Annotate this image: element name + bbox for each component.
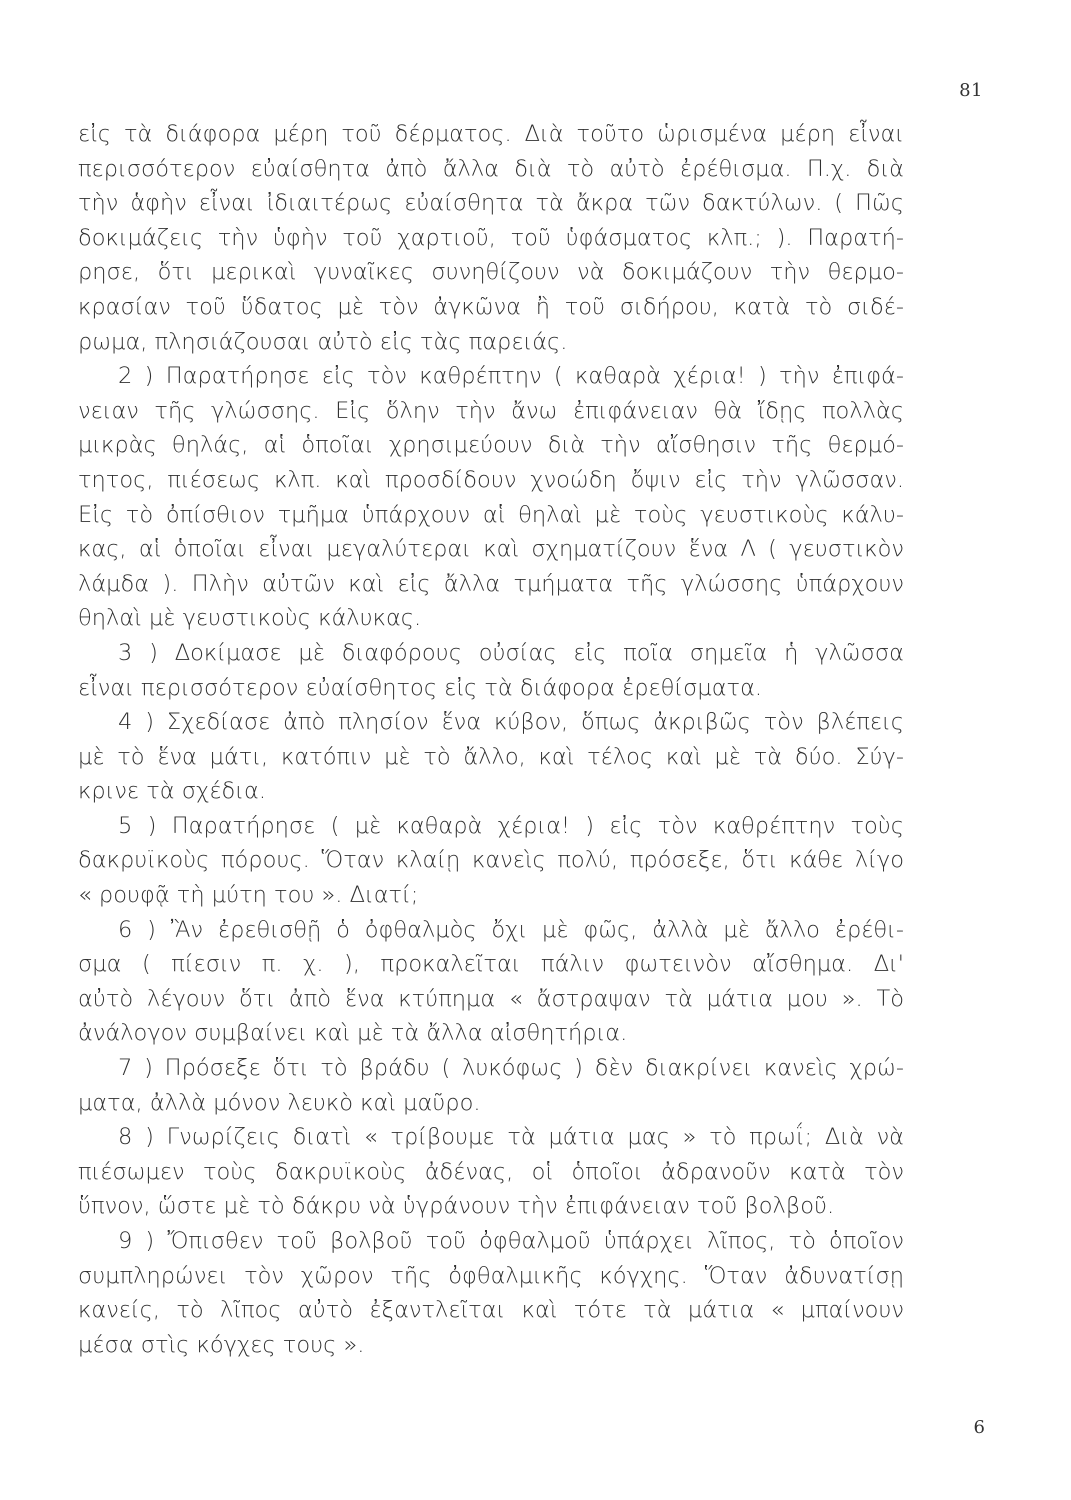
paragraph-line: 4 ) Σχεδίασε ἀπὸ πλησίον ἕνα κύβον, ὅπως ἀκριβῶς τὸν βλέπεις — [118, 709, 904, 736]
paragraph-line: 7 ) Πρόσεξε ὅτι τὸ βράδυ ( λυκόφως ) δὲν διακρίνει κανεὶς χρώ- — [118, 1055, 904, 1082]
paragraph-line: κανείς, τὸ λῖπος αὐτὸ ἐξαντλεῖται καὶ τότε τὰ μάτια « μπαίνουν — [78, 1297, 904, 1324]
paragraph-line: μέσα στὶς κόγχες τους ». — [78, 1331, 365, 1358]
body-text — [78, 117, 904, 1362]
paragraph-line: ὕπνον, ὥστε μὲ τὸ δάκρυ νὰ ὑγράνουν τὴν ἐπιφάνειαν τοῦ βολβοῦ. — [78, 1193, 835, 1220]
paragraph-line: ἀνάλογον συμβαίνει καὶ μὲ τὰ ἄλλα αἰσθητήρια. — [78, 1020, 628, 1047]
paragraph-line: 5 ) Παρατήρησε ( μὲ καθαρὰ χέρια! ) εἰς τὸν καθρέπτην τοὺς — [118, 812, 904, 839]
page-number: 81 — [959, 80, 983, 101]
paragraph-line: αὐτὸ λέγουν ὅτι ἀπὸ ἕνα κτύπημα « ἄστραψαν τὰ μάτια μου ». Τὸ — [78, 985, 904, 1012]
paragraph-line: θηλαὶ μὲ γευστικοὺς κάλυκας. — [78, 605, 422, 632]
paragraph-line: λάμδα ). Πλὴν αὐτῶν καὶ εἰς ἄλλα τμήματα τῆς γλώσσης ὑπάρχουν — [78, 570, 904, 597]
paragraph-line: μὲ τὸ ἕνα μάτι, κατόπιν μὲ τὸ ἄλλο, καὶ τέλος καὶ μὲ τὰ δύο. Σύγ- — [78, 743, 904, 770]
paragraph-line: δοκιμάζεις τὴν ὑφὴν τοῦ χαρτιοῦ, τοῦ ὑφάσματος κλπ.; ). Παρατή- — [78, 224, 904, 251]
paragraph-line: 2 ) Παρατήρησε εἰς τὸν καθρέπτην ( καθαρὰ χέρια! ) τὴν ἐπιφά- — [118, 363, 904, 390]
paragraph-line: μικρὰς θηλάς, αἱ ὁποῖαι χρησιμεύουν διὰ τὴν αἴσθησιν τῆς θερμό- — [78, 432, 904, 459]
paragraph-line: κρασίαν τοῦ ὕδατος μὲ τὸν ἀγκῶνα ἢ τοῦ σιδήρου, κατὰ τὸ σιδέ- — [78, 293, 904, 320]
paragraph-line: τὴν ἁφὴν εἶναι ἰδιαιτέρως εὐαίσθητα τὰ ἄκρα τῶν δακτύλων. ( Πῶς — [78, 190, 904, 217]
paragraph-line: εἶναι περισσότερον εὐαίσθητος εἰς τὰ διάφορα ἐρεθίσματα. — [78, 674, 763, 701]
signature-number: 6 — [973, 1417, 985, 1438]
paragraph-line: 9 ) Ὄπισθεν τοῦ βολβοῦ τοῦ ὀφθαλμοῦ ὑπάρχει λῖπος, τὸ ὁποῖον — [118, 1228, 904, 1254]
paragraph-line: 6 ) Ἂν ἐρεθισθῇ ὁ ὀφθαλμὸς ὄχι μὲ φῶς, ἀλλὰ μὲ ἄλλο ἐρέθι- — [118, 916, 904, 943]
paragraph-line: δακρυϊκοὺς πόρους. Ὅταν κλαίῃ κανεὶς πολύ, πρόσεξε, ὅτι κάθε λίγο — [78, 847, 904, 874]
paragraph-line: τητος, πιέσεως κλπ. καὶ προσδίδουν χνοώδη ὄψιν εἰς τὴν γλῶσσαν. — [78, 466, 904, 493]
paragraph-line: ρωμα, πλησιάζουσαι αὐτὸ εἰς τὰς παρειάς. — [78, 328, 568, 355]
paragraph-line: Εἰς τὸ ὀπίσθιον τμῆμα ὑπάρχουν αἱ θηλαὶ μὲ τοὺς γευστικοὺς κάλυ- — [78, 501, 904, 528]
paragraph-line: « ρουφᾷ τὴ μύτη του ». Διατί; — [78, 882, 419, 909]
paragraph-line: πιέσωμεν τοὺς δακρυϊκοὺς ἀδένας, οἱ ὁποῖοι ἀδρανοῦν κατὰ τὸν — [78, 1158, 904, 1185]
paragraph-line: σμα ( πίεσιν π. χ. ), προκαλεῖται πάλιν φωτεινὸν αἴσθημα. Δι' — [78, 951, 904, 978]
paragraph-line: εἰς τὰ διάφορα μέρη τοῦ δέρματος. Διὰ τοῦτο ὡρισμένα μέρη εἶναι — [78, 121, 904, 147]
paragraph-line: νειαν τῆς γλώσσης. Εἰς ὅλην τὴν ἄνω ἐπιφάνειαν θὰ ἴδῃς πολλὰς — [78, 397, 904, 424]
paragraph-line: ρησε, ὅτι μερικαὶ γυναῖκες συνηθίζουν νὰ δοκιμάζουν τὴν θερμο- — [78, 259, 904, 286]
paragraph-line: ματα, ἀλλὰ μόνον λευκὸ καὶ μαῦρο. — [78, 1089, 481, 1116]
paragraph-line: 3 ) Δοκίμασε μὲ διαφόρους οὐσίας εἰς ποῖα σημεῖα ἡ γλῶσσα — [118, 639, 904, 666]
paragraph-line: συμπληρώνει τὸν χῶρον τῆς ὀφθαλμικῆς κόγχης. Ὅταν ἀδυνατίσῃ — [78, 1262, 904, 1289]
paragraph-line: περισσότερον εὐαίσθητα ἀπὸ ἄλλα διὰ τὸ αὐτὸ ἐρέθισμα. Π.χ. διὰ — [78, 155, 904, 182]
paragraph-line: κας, αἱ ὁποῖαι εἶναι μεγαλύτεραι καὶ σχηματίζουν ἕνα Λ ( γευστικὸν — [78, 536, 904, 563]
paragraph-line: κρινε τὰ σχέδια. — [78, 778, 266, 805]
paragraph-line: 8 ) Γνωρίζεις διατὶ « τρίβουμε τὰ μάτια μας » τὸ πρωΐ; Διὰ νὰ — [118, 1124, 904, 1151]
